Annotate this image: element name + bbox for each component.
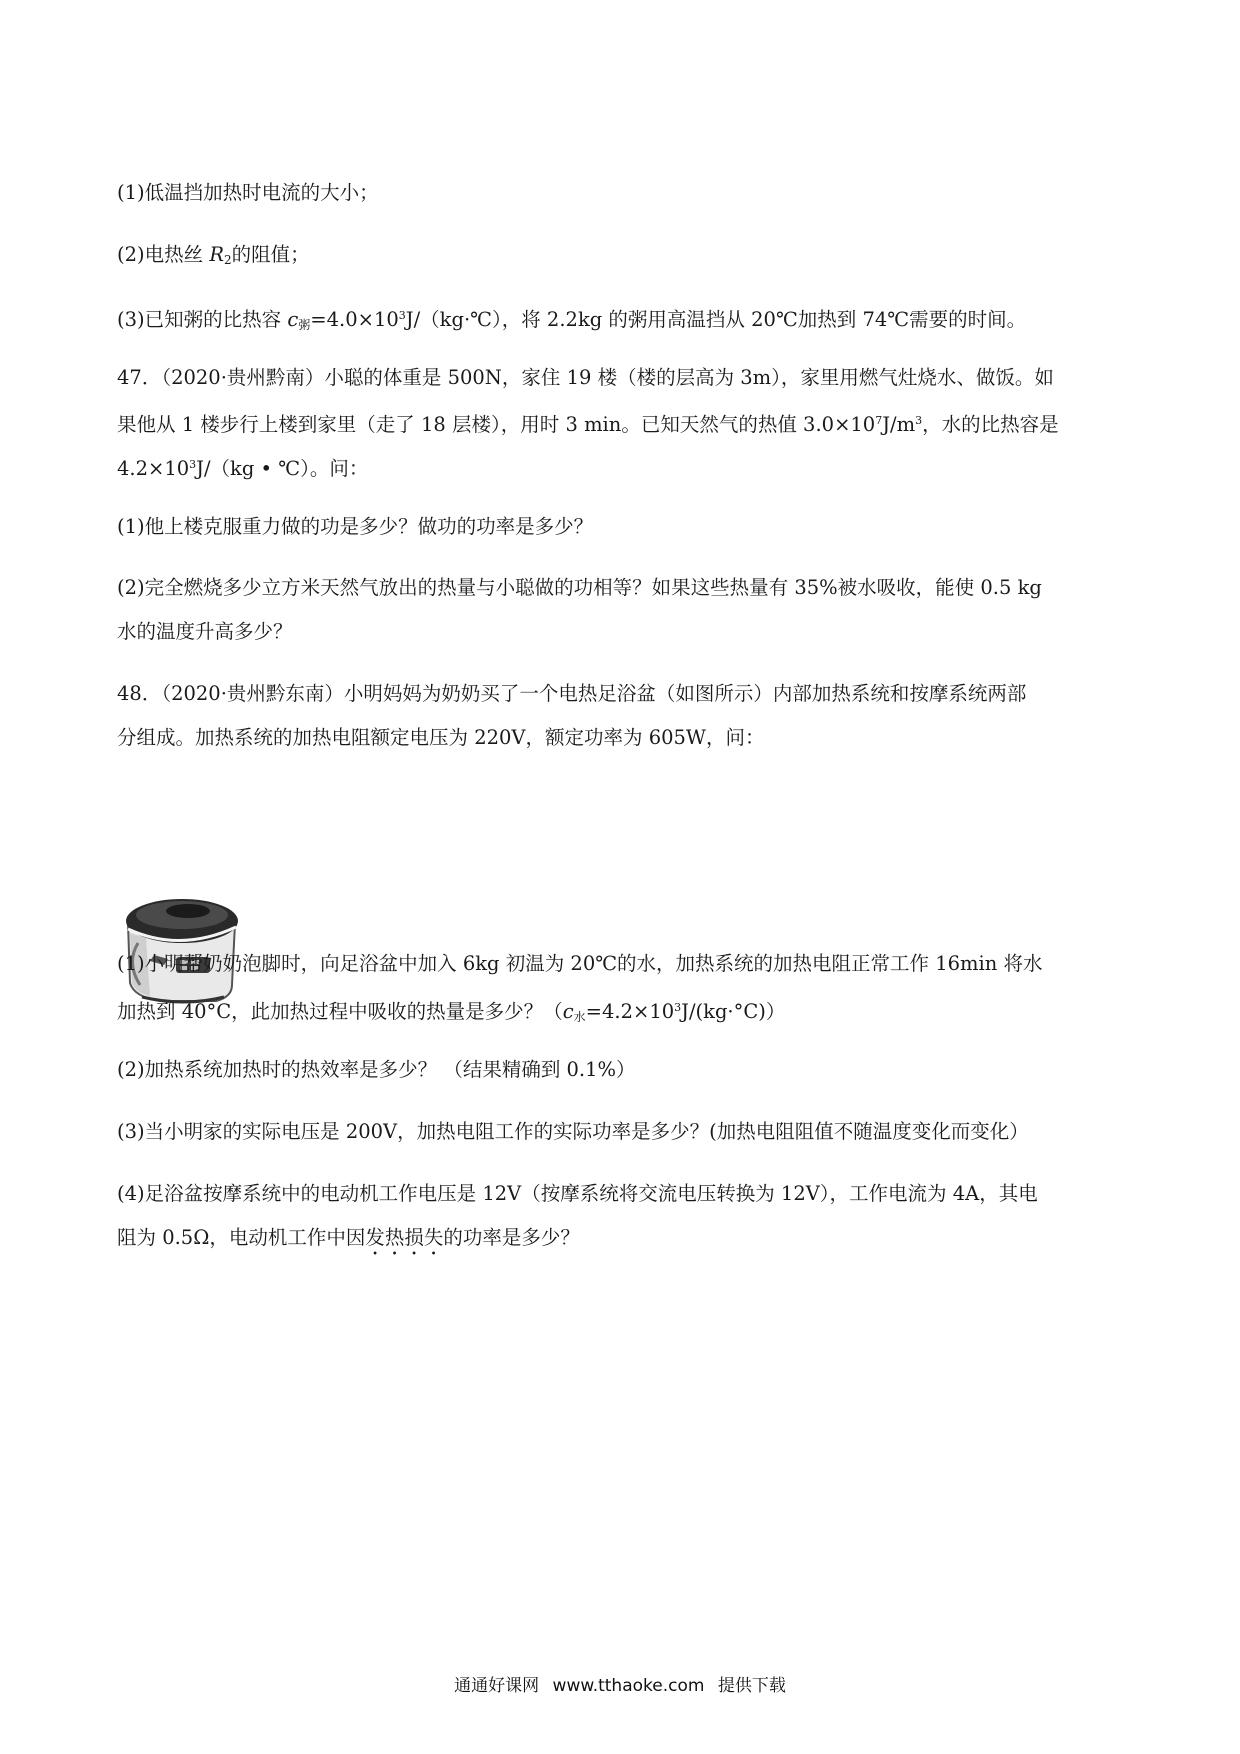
q46-part2-var: R [209, 243, 225, 266]
q48-part1-line2-text-c: J/(kg·°C)） [681, 1000, 786, 1023]
q46-part3-var: c [287, 308, 299, 331]
q46-part3 [117, 302, 1026, 339]
q47-line2-text-b: J/m [882, 413, 916, 436]
page-footer [0, 1671, 1240, 1696]
footer-site-name: 通通好课网 [454, 1676, 540, 1696]
q48-part1-line2-var: c [562, 1000, 574, 1023]
q46-part2-sub: 2 [224, 253, 232, 267]
q47-line3-text-b: J/（kg • ℃）。问： [196, 457, 369, 480]
q47-line3-sup: 3 [189, 458, 197, 471]
q46-part3-text-b: =4.0×10 [310, 308, 399, 331]
footer-note: 提供下载 [717, 1676, 786, 1696]
q47-stem-line2 [117, 407, 1059, 439]
q46-part3-text-a: (3)已知粥的比热容 [117, 308, 288, 331]
q47-line2-sup2: 3 [915, 414, 923, 427]
q46-part2-text-b: 的阻值； [231, 243, 310, 266]
q48-part4-line1: (4)足浴盆按摩系统中的电动机工作电压是 12V（按摩系统将交流电压转换为 12V），工作电流为 4A，其电 [117, 1182, 1038, 1205]
q48-part4-line2-text-b: 的功率是多少？ [443, 1226, 580, 1249]
q48-part3: (3)当小明家的实际电压是 200V，加热电阻工作的实际功率是多少？(加热电阻阻值不随温度变化而变化） [117, 1120, 1029, 1143]
q47-line2-sup1: 7 [875, 414, 883, 427]
q48-part4-line2 [117, 1224, 580, 1260]
q47-line2-text-c: ，水的比热容是 [922, 413, 1059, 436]
q47-part1: (1)他上楼克服重力做的功是多少？做功的功率是多少？ [117, 515, 594, 538]
q46-part2 [117, 241, 310, 274]
q48-part1-line1: (1)小明帮奶奶泡脚时，向足浴盆中加入 6kg 初温为 20℃的水，加热系统的加热电阻正常工作 16min 将水 [117, 952, 1043, 975]
q48-part4-emphasis: 发热损失 [365, 1226, 444, 1249]
q48-part1-line2 [117, 994, 785, 1031]
q48-part1-line2-sup: 3 [674, 1001, 682, 1014]
q47-stem-line3 [117, 451, 368, 483]
q47-part2-line1: (2)完全燃烧多少立方米天然气放出的热量与小聪做的功相等？如果这些热量有 35%被水吸收，能使 0.5 kg [117, 576, 1042, 599]
q48-part1-line2-text-a: 加热到 40°C，此加热过程中吸收的热量是多少？（ [117, 1000, 563, 1023]
q46-part3-text-c: J/（kg·℃），将 2.2kg 的粥用高温挡从 20℃加热到 74℃需要的时间。 [405, 308, 1027, 331]
q47-line3-text-a: 4.2×10 [117, 457, 190, 480]
q46-part2-text-a: (2)电热丝 [117, 243, 210, 266]
q48-part4-line2-text-a: 阻为 0.5Ω，电动机工作中因 [117, 1226, 366, 1249]
q48-stem-line2: 分组成。加热系统的加热电阻额定电压为 220V，额定功率为 605W，问： [117, 726, 765, 749]
q48-part1-line2-sub: 水 [573, 1010, 586, 1024]
q47-part2-line2: 水的温度升高多少？ [117, 620, 293, 643]
q46-part1: (1)低温挡加热时电流的大小； [117, 181, 379, 204]
footer-url[interactable]: www.tthaoke.com [552, 1676, 705, 1696]
q47-stem-line1: 47．（2020·贵州黔南）小聪的体重是 500N，家住 19 楼（楼的层高为 3m），家里用燃气灶烧水、做饭。如 [117, 366, 1054, 389]
q46-part3-sup: 3 [398, 309, 406, 322]
q47-line2-text-a: 果他从 1 楼步行上楼到家里（走了 18 层楼），用时 3 min。已知天然气的热值 3.0×10 [117, 413, 876, 436]
q46-part3-sub: 粥 [298, 318, 311, 332]
q48-part1-line2-text-b: =4.2×10 [585, 1000, 675, 1023]
q48-part2: (2)加热系统加热时的热效率是多少？ （结果精确到 0.1%） [117, 1058, 636, 1081]
q48-stem-line1: 48．（2020·贵州黔东南）小明妈妈为奶奶买了一个电热足浴盆（如图所示）内部加热系统和按摩系统两部 [117, 682, 1027, 705]
